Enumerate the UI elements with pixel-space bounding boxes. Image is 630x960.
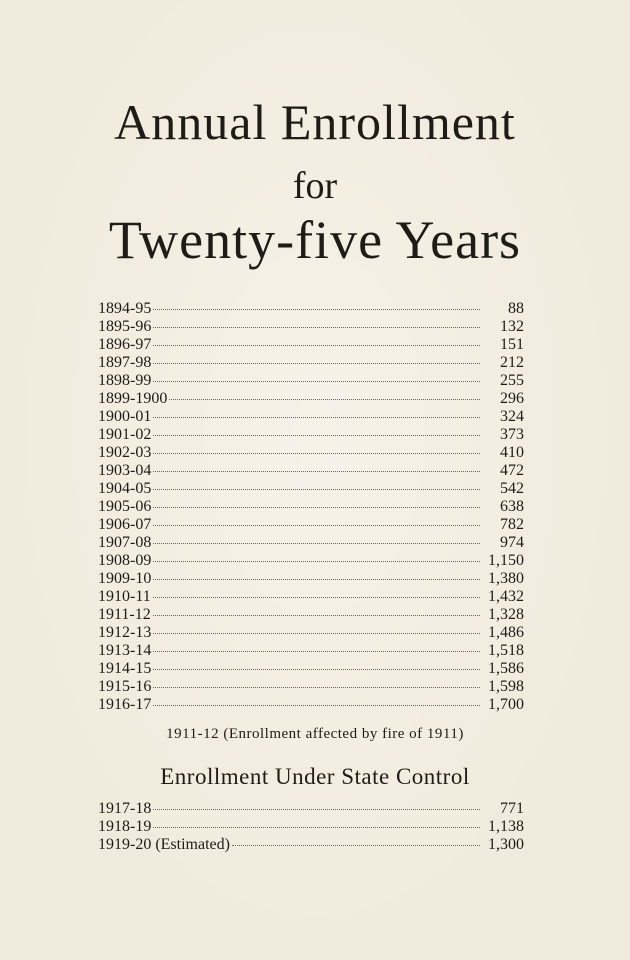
enrollment-count: 1,138 <box>488 818 524 835</box>
dot-leader <box>153 561 480 562</box>
table-row <box>98 372 524 390</box>
table-row <box>98 624 524 642</box>
enrollment-count: 296 <box>500 390 524 407</box>
dot-leader <box>153 507 480 508</box>
table-row <box>98 552 524 570</box>
year-label: 1899-1900 <box>98 390 168 407</box>
enrollment-count: 88 <box>508 300 524 317</box>
year-label: 1915-16 <box>98 678 152 695</box>
table-row <box>98 300 524 318</box>
table-row <box>98 390 524 408</box>
table-row <box>98 800 524 818</box>
table-row <box>98 606 524 624</box>
enrollment-count: 151 <box>500 336 524 353</box>
year-label: 1913-14 <box>98 642 152 659</box>
dot-leader <box>169 399 480 400</box>
fire-note: 1911-12 (Enrollment affected by fire of 1911) <box>166 726 464 742</box>
enrollment-count: 1,518 <box>488 642 524 659</box>
enrollment-count: 410 <box>500 444 524 461</box>
year-label: 1911-12 <box>98 606 151 623</box>
dot-leader <box>153 435 480 436</box>
table-row <box>98 818 524 836</box>
year-label: 1898-99 <box>98 372 152 389</box>
year-label: 1908-09 <box>98 552 152 569</box>
dot-leader <box>153 525 480 526</box>
table-row <box>98 462 524 480</box>
table-row <box>98 516 524 534</box>
year-label: 1917-18 <box>98 800 152 817</box>
year-label: 1919-20 (Estimated) <box>98 836 230 853</box>
table-row <box>98 836 524 854</box>
dot-leader <box>153 453 480 454</box>
enrollment-count: 472 <box>500 462 524 479</box>
enrollment-count: 373 <box>500 426 524 443</box>
dot-leader <box>153 579 480 580</box>
table-row <box>98 534 524 552</box>
table-row <box>98 696 524 714</box>
dot-leader <box>153 309 480 310</box>
year-label: 1914-15 <box>98 660 152 677</box>
dot-leader <box>153 687 480 688</box>
enrollment-count: 255 <box>500 372 524 389</box>
year-label: 1910-11 <box>98 588 151 605</box>
page-title-connector: for <box>292 165 338 207</box>
year-label: 1897-98 <box>98 354 152 371</box>
enrollment-count: 782 <box>500 516 524 533</box>
enrollment-count: 1,486 <box>488 624 524 641</box>
enrollment-count: 771 <box>500 800 524 817</box>
dot-leader <box>153 827 480 828</box>
year-label: 1907-08 <box>98 534 152 551</box>
enrollment-count: 132 <box>500 318 524 335</box>
year-label: 1905-06 <box>98 498 152 515</box>
year-label: 1904-05 <box>98 480 152 497</box>
year-label: 1895-96 <box>98 318 152 335</box>
dot-leader <box>153 489 480 490</box>
table-row <box>98 318 524 336</box>
year-label: 1909-10 <box>98 570 152 587</box>
enrollment-count: 542 <box>500 480 524 497</box>
enrollment-count: 1,586 <box>488 660 524 677</box>
year-label: 1906-07 <box>98 516 152 533</box>
dot-leader <box>153 705 480 706</box>
dot-leader <box>153 809 480 810</box>
dot-leader <box>153 651 480 652</box>
dot-leader <box>232 845 480 846</box>
table-row <box>98 678 524 696</box>
enrollment-count: 1,300 <box>488 836 524 853</box>
year-label: 1903-04 <box>98 462 152 479</box>
enrollment-count: 1,328 <box>488 606 524 623</box>
enrollment-count: 974 <box>500 534 524 551</box>
year-label: 1894-95 <box>98 300 152 317</box>
year-label: 1901-02 <box>98 426 152 443</box>
dot-leader <box>153 669 480 670</box>
dot-leader <box>153 597 480 598</box>
table-row <box>98 354 524 372</box>
table-row <box>98 336 524 354</box>
enrollment-count: 212 <box>500 354 524 371</box>
dot-leader <box>153 417 480 418</box>
table-row <box>98 480 524 498</box>
enrollment-count: 1,380 <box>488 570 524 587</box>
enrollment-table <box>98 300 524 714</box>
year-label: 1916-17 <box>98 696 152 713</box>
state-control-heading: Enrollment Under State Control <box>160 764 470 789</box>
enrollment-count: 638 <box>500 498 524 515</box>
table-row <box>98 426 524 444</box>
dot-leader <box>153 363 480 364</box>
state-control-table <box>98 800 524 854</box>
table-row <box>98 660 524 678</box>
enrollment-count: 1,598 <box>488 678 524 695</box>
dot-leader <box>153 633 480 634</box>
year-label: 1900-01 <box>98 408 152 425</box>
enrollment-count: 1,432 <box>488 588 524 605</box>
dot-leader <box>153 543 480 544</box>
table-row <box>98 408 524 426</box>
dot-leader <box>153 471 480 472</box>
page-title-subline: Twenty-five Years <box>108 210 522 270</box>
table-row <box>98 444 524 462</box>
table-row <box>98 588 524 606</box>
dot-leader <box>153 381 480 382</box>
year-label: 1902-03 <box>98 444 152 461</box>
page-title: Annual Enrollment <box>114 94 516 150</box>
table-row <box>98 570 524 588</box>
dot-leader <box>153 327 480 328</box>
year-label: 1918-19 <box>98 818 152 835</box>
table-row <box>98 498 524 516</box>
dot-leader <box>153 345 480 346</box>
enrollment-count: 1,150 <box>488 552 524 569</box>
year-label: 1912-13 <box>98 624 152 641</box>
dot-leader <box>153 615 480 616</box>
year-label: 1896-97 <box>98 336 152 353</box>
enrollment-count: 1,700 <box>488 696 524 713</box>
enrollment-count: 324 <box>500 408 524 425</box>
table-row <box>98 642 524 660</box>
